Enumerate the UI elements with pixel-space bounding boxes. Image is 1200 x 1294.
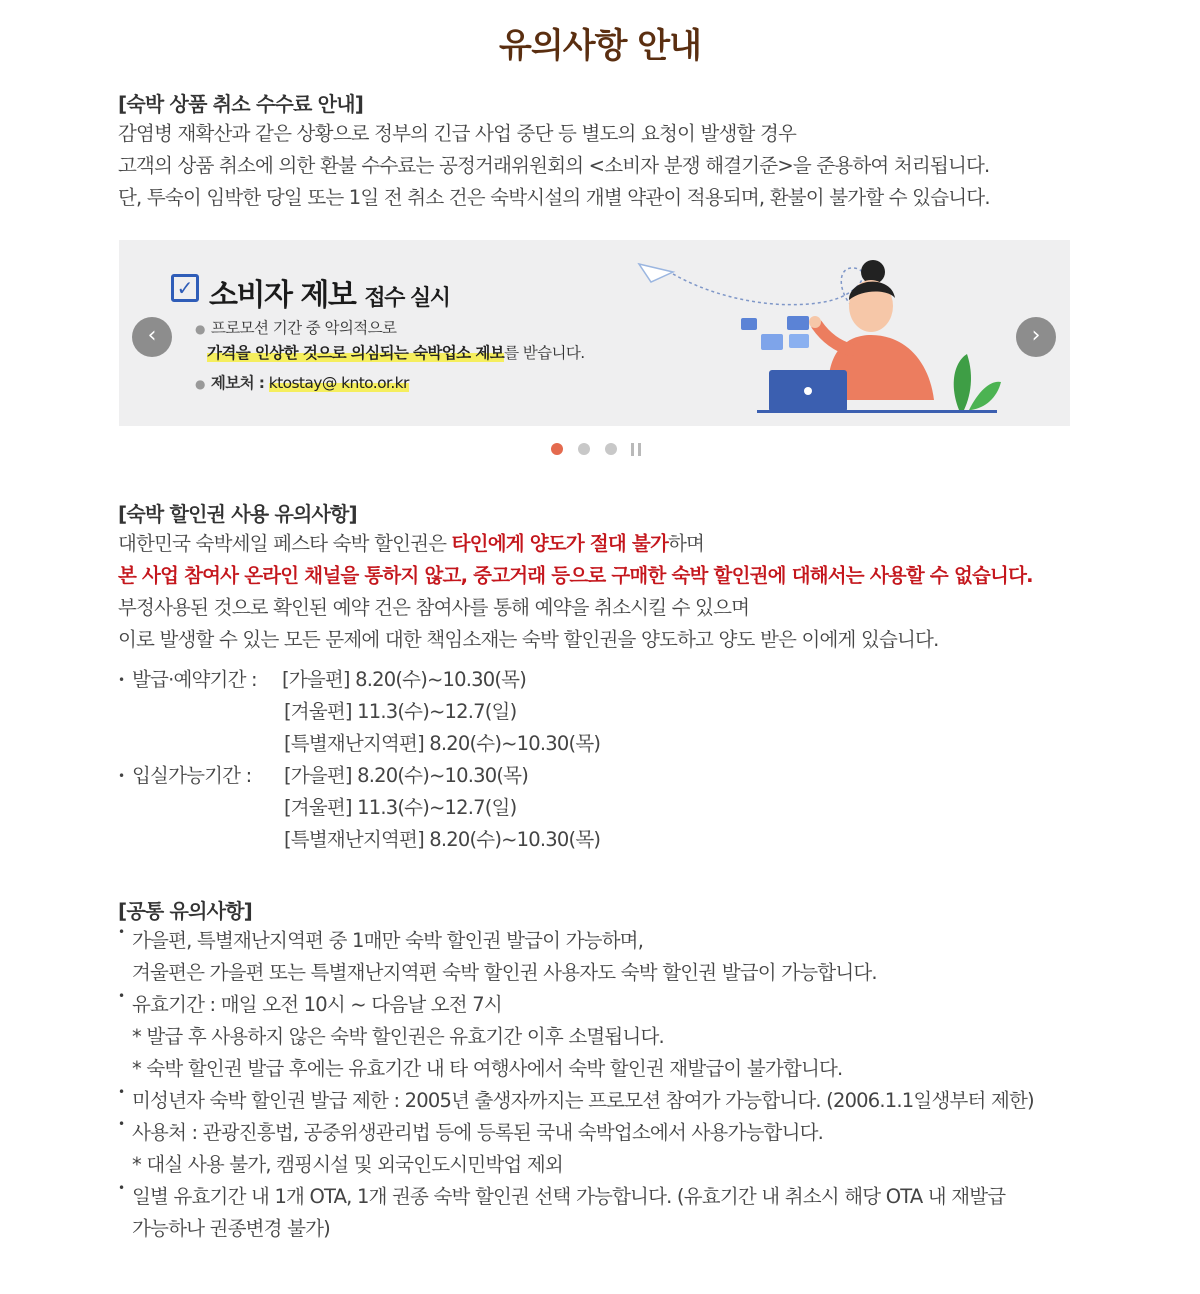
bullet-icon: • (118, 1117, 126, 1131)
issue-period-row (118, 664, 1178, 696)
banner-highlight-text: 가격을 인상한 것으로 의심되는 숙박업소 제보 (207, 344, 505, 362)
common-item (118, 1181, 1178, 1245)
carousel-dot[interactable] (605, 443, 617, 455)
folder-icon (761, 334, 783, 350)
common-item-line: 유효기간 : 매일 오전 10시 ~ 다음날 오전 7시 (132, 993, 502, 1016)
chevron-right-icon: › (1031, 323, 1041, 348)
carousel-dot[interactable] (551, 443, 563, 455)
issue-period-label: 발급·예약기간 : (132, 668, 257, 691)
checkin-period-row: [특별재난지역편] 8.20(수)~10.30(목) (284, 828, 601, 851)
banner-contact-email: ktostay@ knto.or.kr (268, 374, 409, 392)
issue-period-row: [겨울편] 11.3(수)~12.7(일) (284, 700, 517, 723)
bullet-icon: ● (195, 322, 205, 336)
checkin-period-value: [가을편] 8.20(수)~10.30(목) (284, 764, 529, 787)
banner-title (209, 270, 449, 314)
voucher-warning-text: 타인에게 양도가 절대 불가 (451, 532, 668, 555)
banner-contact-label: 제보처 : (210, 374, 265, 392)
common-item (118, 925, 1178, 989)
common-item-line: 겨울편은 가을편 또는 특별재난지역편 숙박 할인권 사용자도 숙박 할인권 발급이 가능합니다. (132, 961, 877, 984)
page-title: 유의사항 안내 (499, 26, 701, 66)
banner-line (195, 371, 409, 393)
common-item-line: * 발급 후 사용하지 않은 숙박 할인권은 유효기간 이후 소멸됩니다. (132, 1025, 664, 1048)
banner-next-button[interactable] (1016, 317, 1056, 357)
voucher-text: 하며 (668, 532, 705, 555)
plant (954, 354, 971, 410)
common-item (118, 989, 1178, 1085)
chat-icon (787, 316, 809, 330)
common-section (118, 897, 1178, 1245)
cancel-fee-line: 고객의 상품 취소에 의한 환불 수수료는 공정거래위원회의 <소비자 분쟁 해결기준>을 준용하여 처리됩니다. (118, 154, 990, 177)
voucher-line: 이로 발생할 수 있는 모든 문제에 대한 책임소재는 숙박 할인권을 양도하고 양도 받은 이에게 있습니다. (118, 628, 939, 651)
common-item-line: 사용처 : 관광진흥법, 공중위생관리법 등에 등록된 국내 숙박업소에서 사용가능합니다. (132, 1121, 824, 1144)
banner-line (207, 341, 585, 363)
cancel-fee-line: 단, 투숙이 임박한 당일 또는 1일 전 취소 건은 숙박시설의 개별 약관이 적용되며, 환불이 불가할 수 있습니다. (118, 186, 990, 209)
common-item-line: 가능하나 권종변경 불가) (132, 1217, 330, 1240)
banner-title-main: 소비자 제보 (209, 278, 356, 313)
issue-period-value: [가을편] 8.20(수)~10.30(목) (282, 668, 527, 691)
voucher-text: 대한민국 숙박세일 페스타 숙박 할인권은 (118, 532, 452, 555)
checkin-period-row: [겨울편] 11.3(수)~12.7(일) (284, 796, 517, 819)
voucher-line: 부정사용된 것으로 확인된 예약 건은 참여사를 통해 예약을 취소시킬 수 있으며 (118, 596, 750, 619)
checkbox-icon: ✓ (171, 274, 199, 302)
issue-period-row: [특별재난지역편] 8.20(수)~10.30(목) (284, 732, 601, 755)
bullet-icon: • (118, 673, 125, 687)
carousel-dot[interactable] (578, 443, 590, 455)
voucher-line (118, 528, 1178, 560)
pause-icon[interactable] (631, 443, 643, 456)
voucher-warning-line: 본 사업 참여사 온라인 채널을 통하지 않고, 중고거래 등으로 구매한 숙박 할인권에 대해서는 사용할 수 없습니다. (118, 564, 1033, 587)
common-item-line: 가을편, 특별재난지역편 중 1매만 숙박 할인권 발급이 가능하며, (132, 929, 644, 952)
common-item-line: * 숙박 할인권 발급 후에는 유효기간 내 타 여행사에서 숙박 할인권 재발급이 불가합니다. (132, 1057, 843, 1080)
bullet-icon: • (118, 1181, 126, 1195)
envelope-icon (741, 318, 757, 330)
voucher-section (118, 500, 1178, 856)
bullet-icon: • (118, 989, 126, 1003)
checkin-period-row (118, 760, 1178, 792)
bullet-icon: • (118, 925, 126, 939)
arm (817, 325, 851, 350)
common-item-line: * 대실 사용 불가, 캠핑시설 및 외국인도시민박업 제외 (132, 1153, 563, 1176)
promo-banner[interactable] (119, 240, 1070, 426)
common-item-line: 일별 유효기간 내 1개 OTA, 1개 권종 숙박 할인권 선택 가능합니다. (유효기간 내 취소시 해당 OTA 내 재발급 (132, 1185, 1006, 1208)
common-item (118, 1085, 1178, 1117)
common-item-line: 미성년자 숙박 할인권 발급 제한 : 2005년 출생자까지는 프로모션 참여가 가능합니다. (2006.1.1일생부터 제한) (132, 1089, 1034, 1112)
checkin-period-label: 입실가능기간 : (132, 764, 252, 787)
banner-prev-button[interactable] (132, 317, 172, 357)
cancel-fee-line: 감염병 재확산과 같은 상황으로 정부의 긴급 사업 중단 등 별도의 요청이 발생할 경우 (118, 122, 797, 145)
cancel-fee-heading: [숙박 상품 취소 수수료 안내] (118, 92, 364, 116)
common-item (118, 1117, 1178, 1181)
paper-plane-icon (639, 264, 673, 282)
bullet-icon: • (118, 769, 125, 783)
chevron-left-icon: ‹ (147, 323, 157, 348)
voucher-heading: [숙박 할인권 사용 유의사항] (118, 502, 357, 526)
banner-line-text: 를 받습니다. (504, 344, 585, 362)
common-heading: [공통 유의사항] (118, 899, 252, 923)
chat-icon (789, 334, 809, 348)
woman-laptop-illustration (629, 250, 1009, 426)
bullet-icon: ● (195, 377, 205, 391)
banner-line-text: 프로모션 기간 중 악의적으로 (210, 319, 397, 337)
bullet-icon: • (118, 1085, 126, 1099)
banner-title-sub: 접수 실시 (364, 286, 450, 311)
banner-line (195, 316, 396, 338)
cancel-fee-section (118, 90, 1178, 214)
